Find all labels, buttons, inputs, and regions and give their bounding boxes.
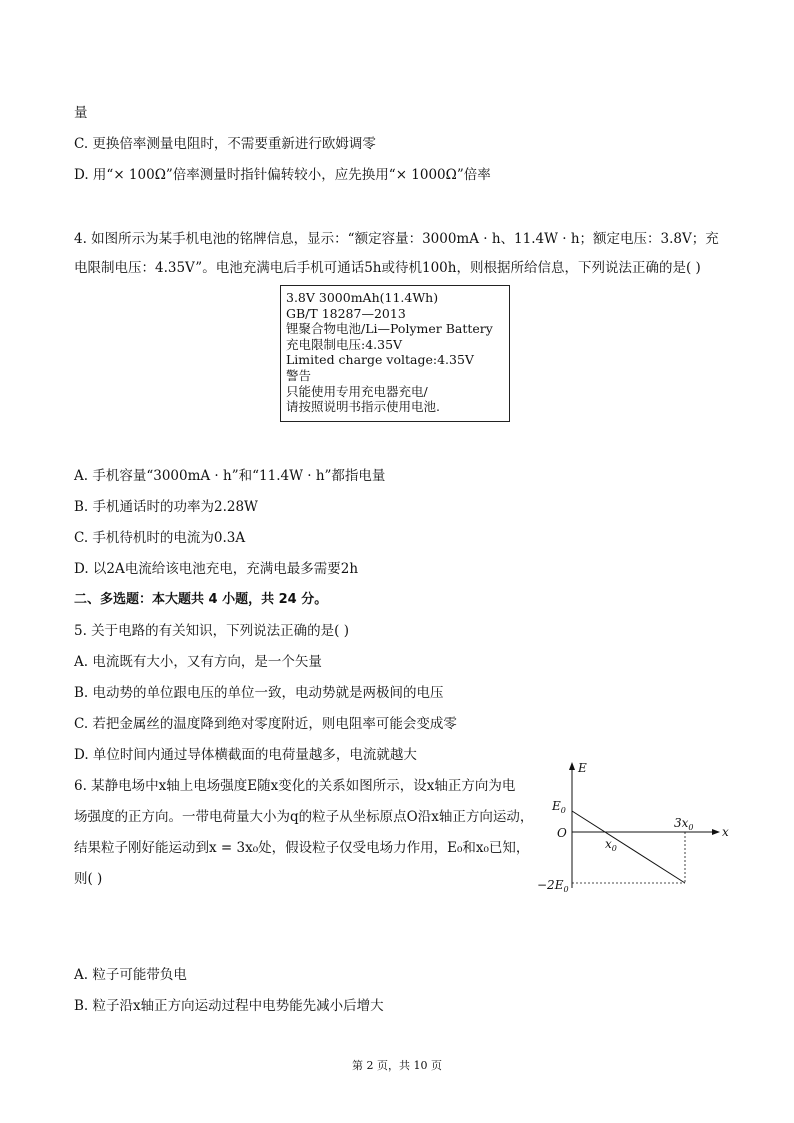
text-line-q4-d: D. 以2A电流给该电池充电，充满电最多需要2h <box>74 561 359 577</box>
text-line-q6-b: B. 粒子沿x轴正方向运动过程中电势能先减小后增大 <box>74 998 384 1014</box>
text-line-q4-a: A. 手机容量“3000mA · h”和“11.4W · h”都指电量 <box>74 468 386 484</box>
neg-2e0-label: $-2E_0$ <box>537 878 569 894</box>
nameplate-line: 锂聚合物电池/Li—Polymer Battery <box>286 321 493 337</box>
e-x-graph <box>530 760 730 895</box>
text-line-q3-c: C. 更换倍率测量电阻时，不需要重新进行欧姆调零 <box>74 136 376 152</box>
y-axis-arrow-icon <box>569 762 575 770</box>
nameplate-line: 警告 <box>286 367 312 383</box>
origin-label: O <box>557 826 567 840</box>
nameplate-line: 3.8V 3000mAh(11.4Wh) <box>286 290 439 305</box>
nameplate-line: 只能使用专用充电器充电/ <box>286 383 428 399</box>
text-line-q5-c: C. 若把金属丝的温度降到绝对零度附近，则电阻率可能会变成零 <box>74 716 457 732</box>
field-line <box>572 811 685 883</box>
text-line-q5-stem: 5. 关于电路的有关知识，下列说法正确的是( ) <box>74 623 349 639</box>
text-line-section-2: 二、多选题：本大题共 4 小题，共 24 分。 <box>74 592 328 607</box>
text-line-q6-line2: 场强度的正方向。一带电荷量大小为q的粒子从坐标原点O沿x轴正方向运动， <box>74 809 534 825</box>
text-line-q5-a: A. 电流既有大小，又有方向，是一个矢量 <box>74 654 322 670</box>
text-line-q4-line2: 电限制电压：4.35V”。电池充满电后手机可通话5h或待机100h，则根据所给信息，下列说法正确的是( ) <box>74 260 701 276</box>
text-line-q4-b: B. 手机通话时的功率为2.28W <box>74 499 258 515</box>
y-axis-label: E <box>578 761 587 775</box>
text-line-q4-line1: 4. 如图所示为某手机电池的铭牌信息，显示：“额定容量：3000mA · h、11.4W · h；额定电压：3.8V；充 <box>74 231 719 247</box>
x0-label: $x_0$ <box>605 837 617 853</box>
text-line-q3-d: D. 用“× 100Ω”倍率测量时指针偏转较小，应先换用“× 1000Ω”倍率 <box>74 167 491 183</box>
text-line-q4-c: C. 手机待机时的电流为0.3A <box>74 530 246 546</box>
e0-label: $E_0$ <box>552 799 566 815</box>
x-axis-arrow-icon <box>712 829 720 835</box>
nameplate-line: 充电限制电压:4.35V <box>286 336 403 352</box>
3x0-label: $3x_0$ <box>674 816 694 832</box>
text-line-q5-d: D. 单位时间内通过导体横截面的电荷量越多，电流就越大 <box>74 747 417 763</box>
page-footer: 第 2 页，共 10 页 <box>352 1059 442 1072</box>
nameplate-line: 请按照说明书指示使用电池. <box>286 399 440 415</box>
x-axis-label: x <box>722 825 729 839</box>
text-line-q6-a: A. 粒子可能带负电 <box>74 967 187 983</box>
text-line-q6-line3: 结果粒子刚好能运动到x = 3x₀处，假设粒子仅受电场力作用，E₀和x₀已知， <box>74 840 530 856</box>
battery-nameplate-figure <box>280 285 510 422</box>
text-line-q6-line4: 则( ) <box>74 871 103 887</box>
text-line-q5-b: B. 电动势的单位跟电压的单位一致，电动势就是两极间的电压 <box>74 685 444 701</box>
text-line-q6-line1: 6. 某静电场中x轴上电场强度E随x变化的关系如图所示，设x轴正方向为电 <box>74 778 516 794</box>
nameplate-line: GB/T 18287—2013 <box>286 305 406 321</box>
nameplate-line: Limited charge voltage:4.35V <box>286 352 474 368</box>
text-line-q3-tail: 量 <box>74 105 88 121</box>
